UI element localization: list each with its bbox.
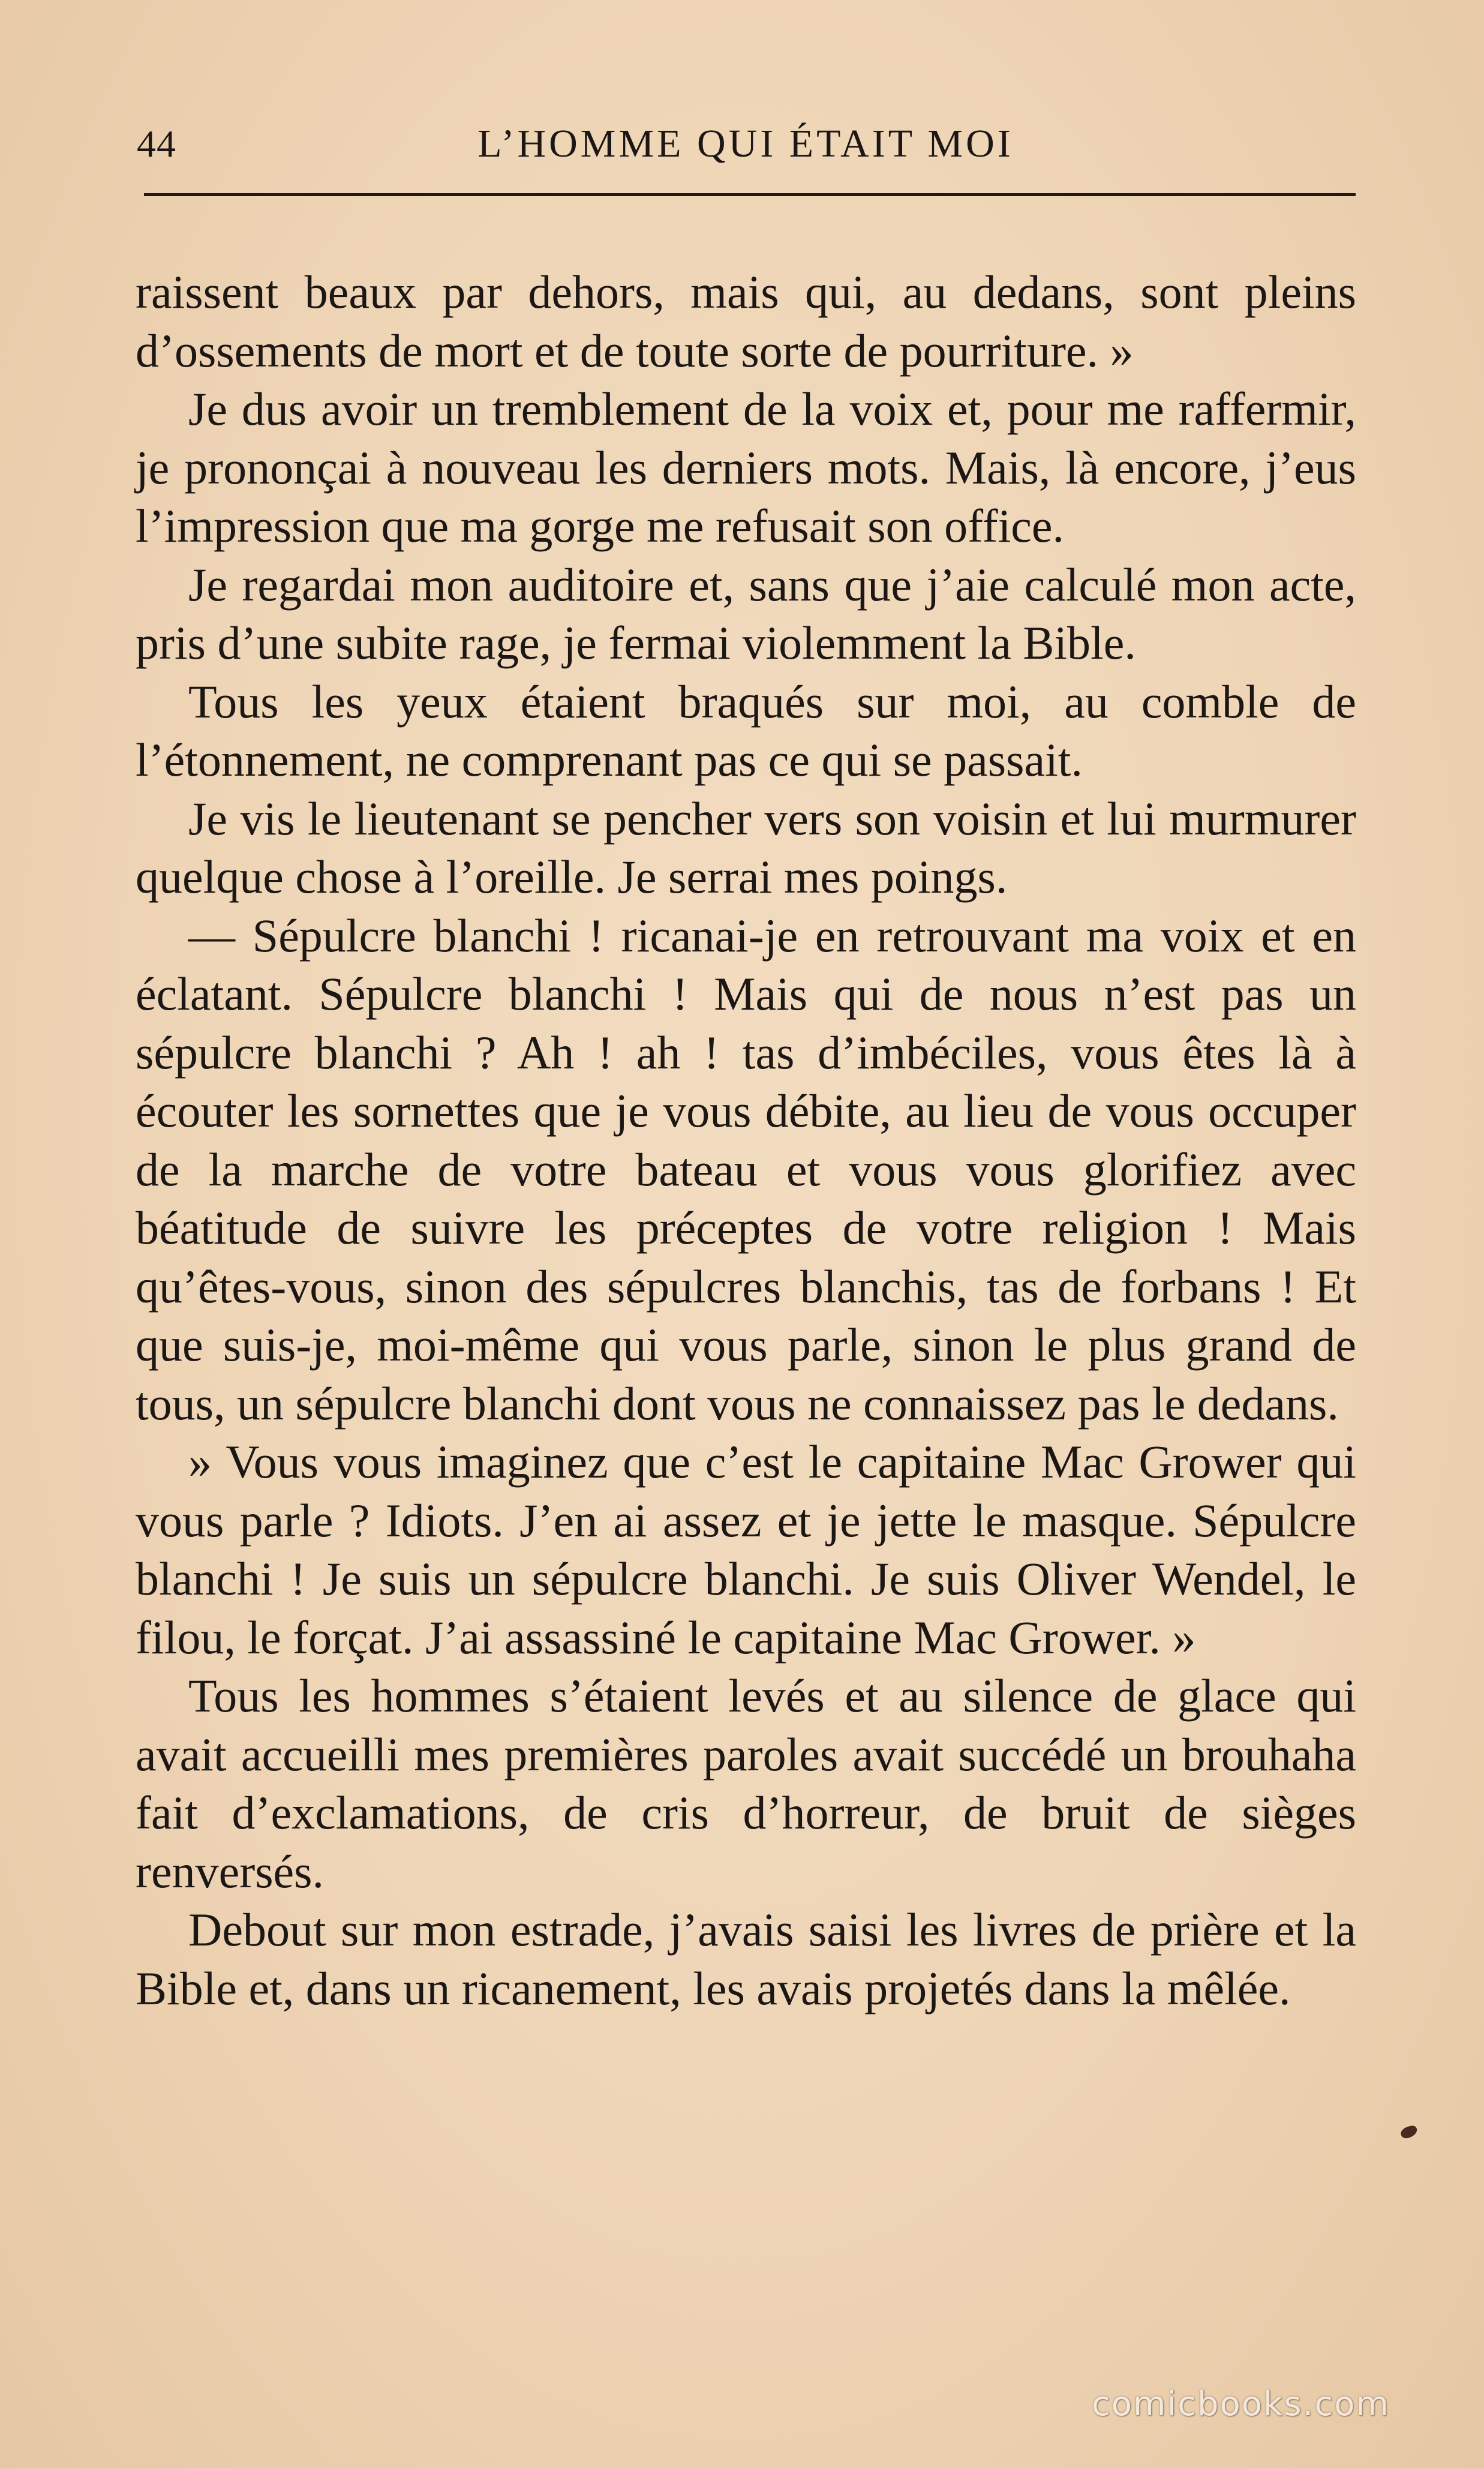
- paragraph: Je vis le lieutenant se pencher vers son voisin et lui murmurer quelque chose à l’oreille. Je serrai mes poings.: [136, 792, 1356, 903]
- page-number: 44: [137, 122, 176, 165]
- paragraph-dialogue: — Sépulcre blanchi ! ricanai-je en retrouvant ma voix et en éclatant. Sépulcre blanchi ! Mais qui de nous n’est pas un sépulcre blanchi ? Ah ! ah ! tas d’imbéciles, vous êtes là à écouter les sornettes que je vous débite, au lieu de vous occuper de la marche de votre bateau et vous vous glorifiez avec béatitude de suivre les préceptes de votre religion ! Mais qu’êtes-vous, sinon des sépulcres blanchis, tas de forbans ! Et que suis-je, moi-même qui vous parle, sinon le plus grand de tous, un sépulcre blanchi dont vous ne connaissez pas le dedans.: [136, 909, 1356, 1430]
- paragraph: Tous les yeux étaient braqués sur moi, au comble de l’étonnement, ne comprenant pas ce qui se passait.: [136, 675, 1356, 786]
- paragraph: Je dus avoir un tremblement de la voix et, pour me raffermir, je prononçai à nouveau les derniers mots. Mais, là encore, j’eus l’impression que ma gorge me refusait son office.: [136, 383, 1356, 552]
- running-title: L’HOMME QUI ÉTAIT MOI: [477, 122, 1014, 166]
- paragraph: Je regardai mon auditoire et, sans que j’aie calculé mon acte, pris d’une subite rage, je fermai violemment la Bible.: [136, 558, 1356, 669]
- paragraph-continued: raissent beaux par dehors, mais qui, au dedans, sont pleins d’ossements de mort et de toute sorte de pourriture. »: [136, 266, 1356, 377]
- ink-speck: [1399, 2124, 1419, 2140]
- watermark: comicbooks.com: [1092, 2385, 1390, 2424]
- paragraph: Debout sur mon estrade, j’avais saisi les livres de prière et la Bible et, dans un ricanement, les avais projetés dans la mêlée.: [136, 1903, 1356, 2014]
- body-text: [136, 263, 1356, 2017]
- header-rule: [144, 193, 1356, 196]
- paragraph: Tous les hommes s’étaient levés et au silence de glace qui avait accueilli mes premières paroles avait succédé un brouhaha fait d’exclamations, de cris d’horreur, de bruit de sièges renversés.: [136, 1670, 1356, 1897]
- page-header: [137, 111, 1354, 177]
- paragraph-dialogue: » Vous vous imaginez que c’est le capitaine Mac Grower qui vous parle ? Idiots. J’en ai assez et je jette le masque. Sépulcre blanchi ! Je suis un sépulcre blanchi. Je suis Oliver Wendel, le filou, le forçat. J’ai assassiné le capitaine Mac Grower. »: [136, 1436, 1356, 1664]
